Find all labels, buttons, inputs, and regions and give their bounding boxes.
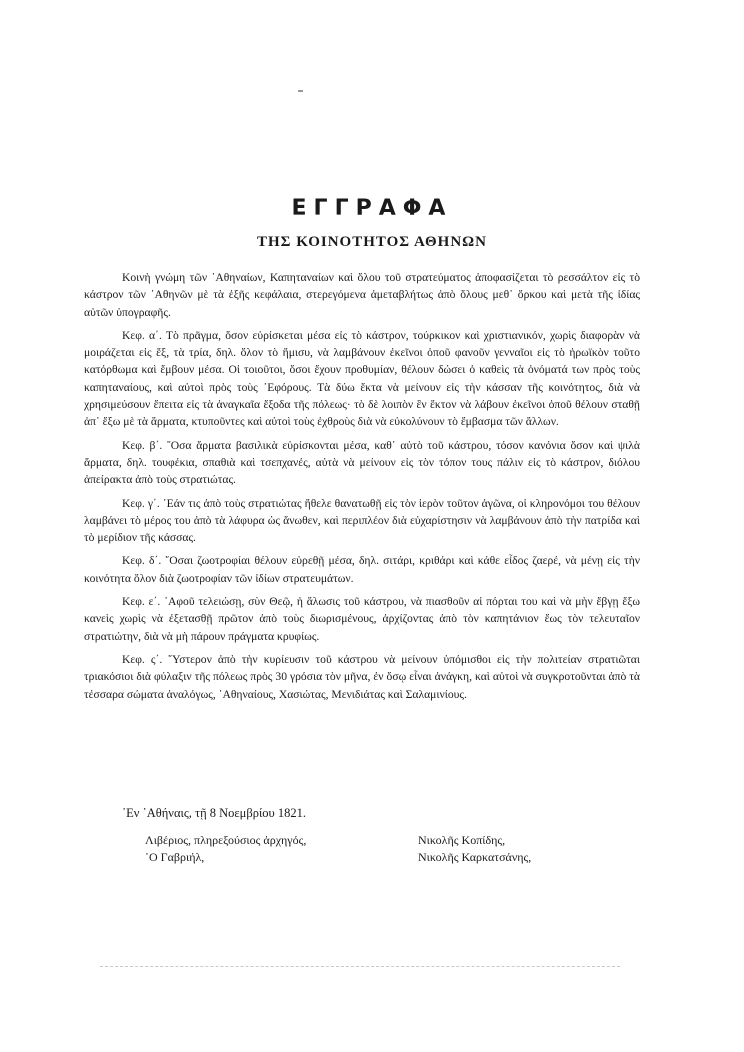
- document-body: [84, 269, 640, 709]
- signature-liverios: Λιβέριος, πληρεξούσιος ἀρχηγός,: [145, 833, 307, 847]
- signature-gavriil: ῾Ο Γαβριήλ,: [145, 850, 205, 864]
- signature-karkatsanis: Νικολῆς Καρκατσάνης,: [418, 850, 532, 864]
- chapter-d-paragraph: Κεφ. δ΄. ῞Οσαι ζωοτροφίαι θέλουν εὑρεθῇ μέσα, δηλ. σιτάρι, κριθάρι καὶ κάθε εἶδος ζαερέ, νὰ μένῃ εἰς τὴν κοινότητα ὅλον διὰ ζωοτροφίαν τῶν ἰδίων στρατευμάτων.: [84, 554, 640, 585]
- scan-footer-marks: [100, 966, 620, 970]
- chapter-a-paragraph: Κεφ. α΄. Τὸ πρᾶγμα, ὅσον εὑρίσκεται μέσα εἰς τὸ κάστρον, τούρκικον καὶ χριστιανικόν, χωρὶς διαφορὰν νὰ μοιράζεται εἰς ἕξ, τὰ τρία, δηλ. ὅλον τὸ ἥμισυ, νὰ λαμβάνουν ἐκεῖνοι ὁποῦ φανοῦν γενναῖοι εἰς τὸ ἡρωϊκὸν τοῦτο κατόρθωμα καὶ ἔμβουν μέσα. Οἱ τοιοῦτοι, ὅσοι ἔχουν προθυμίαν, θέλουν δώσει ὁ καθεὶς τὰ ὀνόματά των πρὸς τοὺς καπηταναίους, καὶ αὐτοὶ πρὸς τοὺς ᾿Εφόρους. Τὰ δύω ἕκτα νὰ μείνουν εἰς τὴν κάσσαν τῆς κοινότητος, διὰ νὰ χρησιμεύσουν ἔπειτα εἰς τὰ ἀναγκαῖα ἔξοδα τῆς πόλεως· τὸ δὲ λοιπὸν ἓν ἕκτον νὰ λάβουν ἐκεῖνοι ὁποῦ θέλουν σταθῇ ἀπ᾿ ἔξω μὲ τὰ ἅρματα, κτυποῦντες καὶ αὐτοὶ τοὺς ἐχθροὺς διὰ νὰ εὐκολύνουν τὸ ἔμβασμα τῶν ἄλλων.: [84, 328, 640, 429]
- document-title: ΕΓΓΡΑΦΑ: [291, 196, 453, 221]
- intro-paragraph: Κοινὴ γνώμη τῶν ᾿Αθηναίων, Καπηταναίων καὶ ὅλου τοῦ στρατεύματος ἀποφασίζεται τὸ ρεσσάλτον εἰς τὸ κάστρον τῶν ᾿Αθηνῶν μὲ τὰ ἑξῆς κεφάλαια, στερεγόμενα ἀμεταβλήτως ἀπὸ ὅλους μεθ᾿ ὅρκου καὶ μετὰ τῆς ἰδίας αὐτῶν ὑπογραφῆς.: [84, 271, 640, 319]
- date-line: ᾿Εν ᾿Αθήναις, τῇ 8 Νοεμβρίου 1821.: [122, 806, 306, 820]
- chapter-f-paragraph: Κεφ. ς΄. ῞Υστερον ἀπὸ τὴν κυρίευσιν τοῦ κάστρου νὰ μείνουν ὑπόμισθοι εἰς τὴν πολιτείαν στρατιῶται τριακόσιοι διὰ φύλαξιν τῆς πόλεως πρὸς 30 γρόσια τὸν μῆνα, ἐν ὅσῳ εἶναι ἀνάγκη, καὶ αὐτοὶ νὰ συγκροτοῦνται ἀπὸ τὰ τέσσαρα σώματα ἀναλόγως, ᾿Αθηναίους, Χασιώτας, Μενιδιάτας καὶ Σαλαμινίους.: [84, 652, 640, 701]
- chapter-e-paragraph: Κεφ. ε΄. ᾿Αφοῦ τελειώσῃ, σὺν Θεῷ, ἡ ἅλωσις τοῦ κάστρου, νὰ πιασθοῦν αἱ πόρται του καὶ νὰ μὴν ἔβγῃ ἔξω κανεὶς χωρὶς νὰ ἐξετασθῇ πρῶτον ἀπὸ τοὺς διωρισμένους, ἀρχίζοντας ἀπὸ τὸν καπητάνιον ἕως τὸν τελευταῖον στρατιώτην, διὰ νὰ μὴ πάρουν πράγματα κρυφίως.: [84, 595, 640, 643]
- chapter-b-paragraph: Κεφ. β΄. ῞Οσα ἅρματα βασιλικὰ εὑρίσκονται μέσα, καθ᾿ αὐτὸ τοῦ κάστρου, τόσον κανόνια ὅσον καὶ ψιλὰ ἅρματα, δηλ. τουφέκια, σπαθιὰ καὶ τσεπχανές, αὐτὰ νὰ μείνουν εἰς τὸν τόπον τους πάλιν εἰς τὸ κάστρον, διόλου ἀπείρακτα ἀπὸ τοὺς στρατιώτας.: [84, 438, 640, 487]
- document-subtitle: ΤΗΣ ΚΟΙΝΟΤΗΤΟΣ ΑΘΗΝΩΝ: [256, 234, 488, 250]
- signatures-right: [418, 832, 531, 866]
- scan-speck: [298, 90, 303, 92]
- chapter-c-paragraph: Κεφ. γ΄. ᾿Εάν τις ἀπὸ τοὺς στρατιώτας ἤθελε θανατωθῇ εἰς τὸν ἱερὸν τοῦτον ἀγῶνα, οἱ κληρονόμοι του θέλουν λαμβάνει τὸ μέρος του ἀπὸ τὰ λάφυρα ὡς ἄνωθεν, καὶ περιπλέον διὰ εὐχαρίστησιν νὰ λαμβάνουν ἀπὸ τὴν πατρίδα καὶ τὸ μερίδιον τῆς κάσσας.: [84, 496, 640, 545]
- signature-kopidis: Νικολῆς Κοπίδης,: [418, 833, 506, 847]
- signatures-left: [145, 832, 306, 866]
